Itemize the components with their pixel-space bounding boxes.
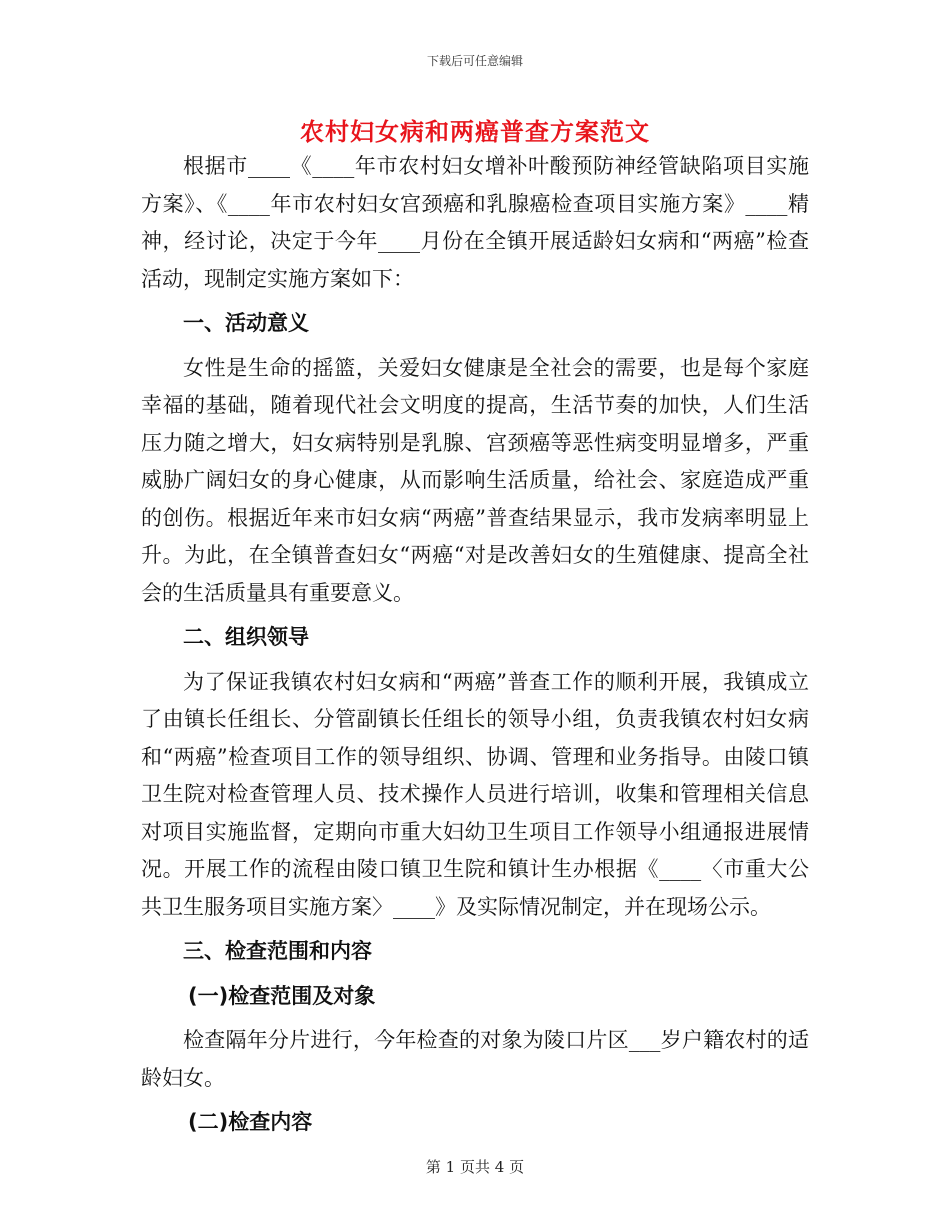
section-body-organization: 为了保证我镇农村妇女病和“两癌”普查工作的顺利开展，我镇成立了由镇长任组长、分管副镇长任组长的领导小组，负责我镇农村妇女病和“两癌”检查项目工作的领导组织、协调、管理和业务指导。由陵口镇卫生院对检查管理人员、技术操作人员进行培训，收集和管理相关信息对项目实施监督，定期向市重大妇幼卫生项目工作领导小组通报进展情况。开展工作的流程由陵口镇卫生院和镇计生办根据《____〈市重大公共卫生服务项目实施方案〉____》及实际情况制定，并在现场公示。 bbox=[141, 669, 809, 919]
subsection-heading-contents: (二)检查内容 bbox=[188, 1110, 313, 1134]
intro-paragraph: 根据市____《____年市农村妇女增补叶酸预防神经管缺陷项目实施方案》、《____年市农村妇女宫颈癌和乳腺癌检查项目实施方案》____精神，经讨论，决定于今年____月份在全镇开展适龄妇女病和“两癌”检查活动，现制定实施方案如下： bbox=[141, 154, 809, 291]
section-body-significance: 女性是生命的摇篮，关爱妇女健康是全社会的需要，也是每个家庭幸福的基础，随着现代社会文明度的提高，生活节奏的加快，人们生活压力随之增大，妇女病特别是乳腺、宫颈癌等恶性病变明显增多，严重威胁广阔妇女的身心健康，从而影响生活质量，给社会、家庭造成严重的创伤。根据近年来市妇女病“两癌”普查结果显示，我市发病率明显上升。为此，在全镇普查妇女“两癌“对是改善妇女的生殖健康、提高全社会的生活质量具有重要意义。 bbox=[141, 355, 809, 605]
subsection-heading-scope-targets: (一)检查范围及对象 bbox=[188, 983, 376, 1008]
document-body bbox=[141, 148, 809, 1142]
document-title: 农村妇女病和两癌普查方案范文 bbox=[300, 118, 650, 146]
section-heading-organization: 二、组织领导 bbox=[183, 625, 309, 649]
subsection-body-scope-targets: 检查隔年分片进行，今年检查的对象为陵口片区___岁户籍农村的适龄妇女。 bbox=[141, 1028, 809, 1090]
section-heading-scope: 三、检查范围和内容 bbox=[183, 939, 372, 963]
section-heading-significance: 一、活动意义 bbox=[183, 311, 309, 335]
page-header-note: 下载后可任意编辑 bbox=[426, 54, 523, 68]
page-number: 第 1 页共 4 页 bbox=[425, 1158, 525, 1176]
